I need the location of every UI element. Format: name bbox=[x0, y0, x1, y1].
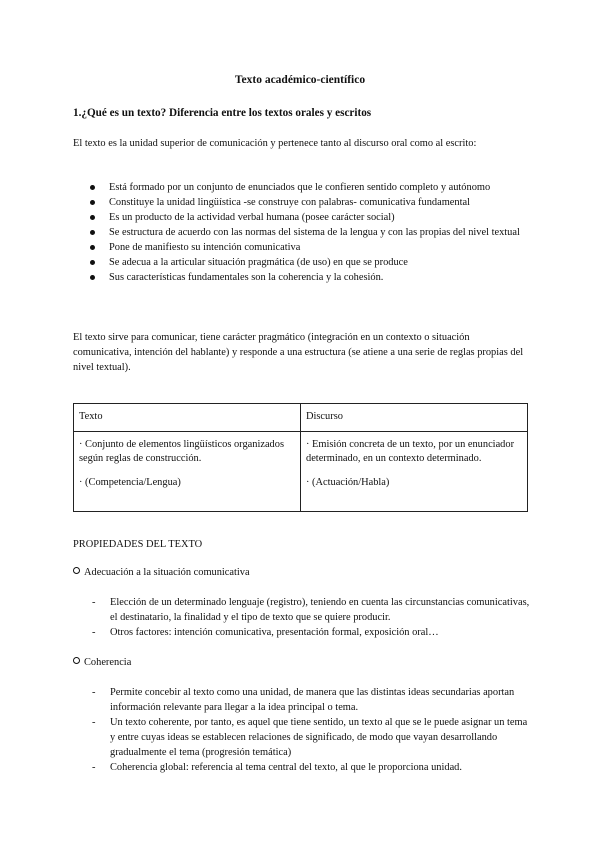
list-item: - Coherencia global: referencia al tema central del texto, al que le proporciona unidad. bbox=[90, 760, 530, 775]
list-item: Sus características fundamentales son la coherencia y la cohesión. bbox=[88, 270, 528, 285]
list-item: - Permite concebir al texto como una unidad, de manera que las distintas ideas secundarias aportan información relevante para llegar a la idea principal o tema. bbox=[90, 685, 530, 715]
table-header-texto: Texto bbox=[74, 404, 301, 432]
intro-paragraph: El texto es la unidad superior de comunicación y pertenece tanto al discurso oral como al escrito: bbox=[73, 138, 477, 149]
comparison-table bbox=[73, 403, 528, 512]
list-item: Es un producto de la actividad verbal humana (posee carácter social) bbox=[88, 210, 528, 225]
cell-text: · Conjunto de elementos lingüísticos organizados según reglas de construcción. bbox=[79, 439, 284, 465]
properties-heading: PROPIEDADES DEL TEXTO bbox=[73, 539, 203, 550]
circle-bullet-icon bbox=[73, 657, 80, 664]
subheading-adecuacion bbox=[73, 565, 250, 580]
circle-bullet-icon bbox=[73, 567, 80, 574]
table-cell-discurso bbox=[301, 432, 528, 512]
list-item: Pone de manifiesto su intención comunicativa bbox=[88, 240, 528, 255]
list-item: - Un texto coherente, por tanto, es aquel que tiene sentido, un texto al que se le puede asignar un tema y entre cuyas ideas se establecen relaciones de significado, de modo que vayan desarrollando gradualmente el tema (progresión temática) bbox=[90, 715, 530, 760]
list-item: Está formado por un conjunto de enunciados que le confieren sentido completo y autónomo bbox=[88, 180, 528, 195]
cell-text: · Emisión concreta de un texto, por un enunciador determinado, en un contexto determinado. bbox=[306, 439, 515, 465]
list-item: Constituye la unidad lingüística -se construye con palabras- comunicativa fundamental bbox=[88, 195, 528, 210]
bullet-list bbox=[88, 180, 528, 286]
subheading-coherencia bbox=[73, 655, 131, 670]
table-row bbox=[74, 432, 528, 512]
table-header-row bbox=[74, 404, 528, 432]
body-paragraph: El texto sirve para comunicar, tiene carácter pragmático (integración en un contexto o situación comunicativa, intención del hablante) y responde a una estructura (se atiene a una serie de reglas propias del nivel textual). bbox=[73, 332, 524, 374]
document-title: Texto académico-científico bbox=[234, 74, 366, 86]
subheading-label: Adecuación a la situación comunicativa bbox=[84, 567, 250, 578]
table-cell-texto bbox=[74, 432, 301, 512]
cell-text: · (Actuación/Habla) bbox=[306, 477, 390, 489]
cell-text: · (Competencia/Lengua) bbox=[79, 477, 181, 489]
coherencia-list bbox=[90, 685, 530, 775]
subheading-label: Coherencia bbox=[84, 657, 132, 668]
adecuacion-list bbox=[90, 595, 530, 640]
table-header-discurso: Discurso bbox=[301, 404, 528, 432]
section-heading: 1.¿Qué es un texto? Diferencia entre los textos orales y escritos bbox=[73, 107, 372, 119]
list-item: - Elección de un determinado lenguaje (registro), teniendo en cuenta las circunstancias comunicativas, el destinatario, la finalidad y el tipo de texto que se quiere producir. bbox=[90, 595, 530, 625]
list-item: Se estructura de acuerdo con las normas del sistema de la lengua y con las propias del nivel textual bbox=[88, 225, 528, 240]
list-item: Se adecua a la articular situación pragmática (de uso) en que se produce bbox=[88, 255, 528, 270]
list-item: - Otros factores: intención comunicativa, presentación formal, exposición oral… bbox=[90, 625, 530, 640]
